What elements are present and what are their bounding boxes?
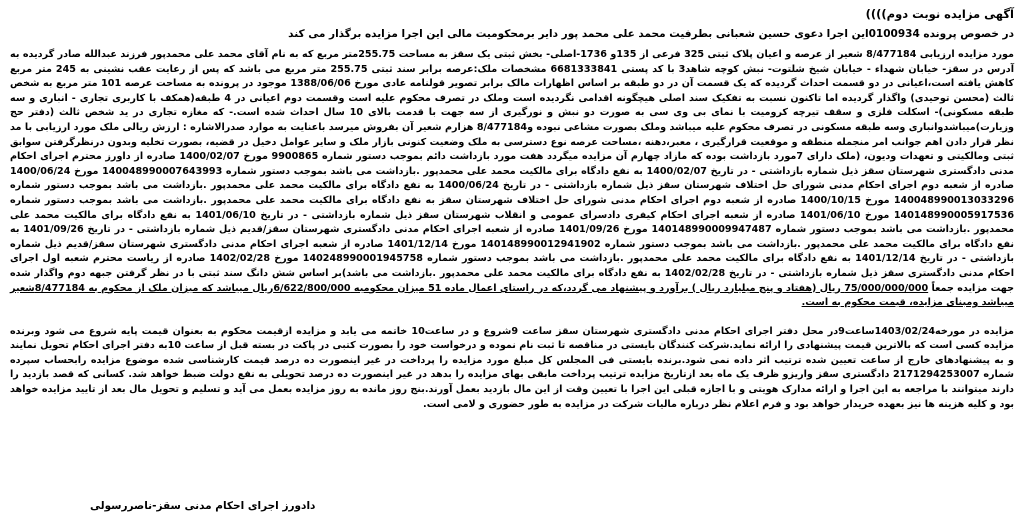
notice-body-valuation: 75/000/000/000 ریال (هفتاد و پنج میلیارد ریال ) برآورد و پیشنهاد می گردد،که در راستای اعمال ماده 51 میزان محکومیه 6/622/800/000ریال میباشد که میزان ملک از محکوم به 8/477184شعیر میباشد ومبنای مزایده، قیمت محکوم به است.	[10, 282, 1014, 309]
notice-intro: در خصوص پرونده 0100934این اجرا دعوی حسین شعبانی بطرفیت محمد علی محمد پور دایر برمحکومیت مالی این اجرا مزایده برگذار می کند	[288, 28, 1014, 40]
notice-signature: دادورز اجرای احکام مدنی سقز-ناصررسولی	[90, 500, 316, 512]
notice-body-main: مورد مزایده ارزیابی 8/477184 شعیر از عرصه و اعیان پلاک ثبتی 325 فرعی از 135و 1736-اصلی- بخش ثبتی یک سقز به مساحت 255.75متر مربع که به نام آقای محمد علی محمدپور فرزند عبدالله صادر گردیده به آدرس در سقز- خیابان شهداء - خیابان شیخ شلتوت- نبش کوچه شاهد3 با کد پستی 6681333841 مشخصات ملک:عرصه برابر سند ثبتی 255.75 متر مربع می باشد که پس از رعایت عقب نشینی به 245 متر مربع کاهش یافته است،اعیانی در دو قسمت احداث گردیده که یک قسمت آن در دو طبقه بر اساس اظهارات مالک برابر تصویر قولنامه عادی مورخ 1388/06/06 موجود در پرونده به مساحت عرصه 101 متر مربع به شخص ثالث (محسن توحیدی) واگذار گردیده اما تاکنون نسبت به تفکیک سند اصلی هیچگونه اقدامی نگردیده است وملک در تصرف محکوم علیه است وقسمت دوم اعیانی در 4 طبقه(همکف با کاربری تجاری - انباری و سه طبقه مسکونی)- اسکلت فلزی و سقف تیرچه کرومیت با نمای بی وی سی به صورت دو نبش و نورگیری از سه جهت با قدمت بالای 10 سال احداث شده است.- که مغازه تجاری در ید شخص ثالث (دفتر حج وزیارت)میباشدوانباری وسه طبقه مسکونی در تصرف محکوم علیه میباشد وملک بصورت مشاعی نبوده و8/477184 هزارم شعیر آن بفروش میرسد باعنایت به موارد صدرالاشاره : ارزش ریالی ملک مورد ارزیابی با مد نظر قرار دادن اهم جوانب امر منجمله منطقه و موقعیت قرارگیری ، معبر،دهنه ،مساحت عرصه نوع دسترسی به ملک وضعیت کنونی بازار ملک و سایر عوامل دخیل در قضیه، بصورت تخلیه وبدون درنظرگرفتن سوابق ثبتی ومالکیتی و تعهدات ودیون، (ملک دارای 7مورد بازداشت بوده که مازاد چهارم آن مزایده میگردد هفت مورد بازداشت دائم بموجب دستور شماره 9900865 مورخ 1400/02/07 صادره از داورز محترم اجرای احکام مدنی دادگستری شهرستان سقز ذیل شماره بازداشتی - در تاریخ 1400/02/07 به نفع دادگاه برای مالکیت محمد علی محمدپور .بازداشت می باشد بموجب دستور شماره 140048990007643993 مورخ 1400/06/24 صادره از شعبه دوم اجرای احکام مدنی شورای حل اختلاف شهرستان سقز ذیل شماره بازداشتی - در تاریخ 1400/06/24 به نفع دادگاه برای مالکیت محمد علی محمدپور .بازداشت می باشد بموجب دستور شماره 140048990013033296 مورخ 1400/10/15 صادره از شعبه دوم اجرای احکام مدنی شورای حل اختلاف شهرستان سقز به نفع دادگاه برای مالکیت محمد علی محمدپور .بازداشت می باشد بموجب دستور شماره 140148990005917536 مورخ 1401/06/10 صادره از شعبه اجرای احکام کیفری دادسرای عمومی و انقلاب شهرستان سقز ذیل شماره بازداشتی - در تاریخ 1401/06/10 به نفع دادگاه برای مالکیت محمد علی محمدپور .بازداشت می باشد بموجب دستور شماره 140148990009947487 مورخ 1401/09/26 صادره از شعبه اجرای احکام مدنی دادگستری شهرستان سقز/قدیم ذیل شماره بازداشتی - در تاریخ 1401/09/26 به نفع دادگاه برای مالکیت محمد علی محمدپور .بازداشت می باشد بموجب دستور شماره 140148990012941902 مورخ 1401/12/14 صادره از شعبه اجرای احکام مدنی دادگستری شهرستان سقز/قدیم ذیل شماره بازداشتی - در تاریخ 1401/12/14 به نفع دادگاه برای مالکیت محمد علی محمدپور .بازداشت می باشد بموجب دستور شماره 140248990001945758 مورخ 1402/02/28 صادره از ریاست محترم شعبه اول اجرای احکام مدنی دادگستری سقز ذیل شماره بازداشتی - در تاریخ 1402/02/28 به نفع دادگاه برای مالکیت محمد علی محمدپور .بازداشت می باشد)بر اساس شش دانگ سند ثبتی با در نظر گرفتن جبهه دوم واگذار شده جهت مزایده جمعاً	[10, 49, 1015, 294]
notice-body	[10, 48, 1014, 311]
notice-auction-terms: مزایده در مورخه1403/02/24ساعت9در محل دفتر اجرای احکام مدنی دادگستری شهرستان سقز ساعت 9شروع و در ساعت10 خاتمه می یابد و مزایده ازقیمت محکوم به بعنوان قیمت پایه شروع می شود وبرنده مزایده کسی است که بالاترین قیمت پیشنهادی را ارائه نماید.شرکت کنندگان بایستی در مناقصه تا ثبت نام نموده و درخواست خود را بصورت کتبی در پاکت در بسته قبل از ساعت 10به دفتر اجرای احکام تحویل نمایند و به پیشنهادهای خارج از ساعت تعیین شده ترتیب اثر داده نمی شود.برنده بایستی فی المجلس کل مبلغ مورد مزایده را پرداخت در غیر اینصورت ده درصد قیمت کارشناسی شده موضوع مزایده رابحساب سپرده شماره 2171294253007 دادگستری سقز واریزو ظرف یک ماه بعد ازتاریخ مزایده ترتیب پرداخت مابقی بهای مزایده را بدهد در غیر اینصورت ده درصد تحویلی به نفع دولت ضبط خواهد شد. کسانی که قصد بازدید را دارند میتوانند با مراجعه به این اجرا و ارائه مدارک هویتی و با اجازه قبلی این اجرا با تعیین وقت از این مال بازدید بعمل آورند.بنج روز مانده به روز مزایده بعمل می آید و تسلیم و تحویل مال بعد از تایید مزایده خواهد بود و کلیه هزینه ها نیز بعهده خریدار خواهد بود و فرم اعلام نظر درباره مالیات شرکت در مزایده به طور حضوری و لامی است.	[10, 325, 1014, 410]
notice-title: آگهی مزایده نوبت دوم))))	[865, 7, 1014, 21]
